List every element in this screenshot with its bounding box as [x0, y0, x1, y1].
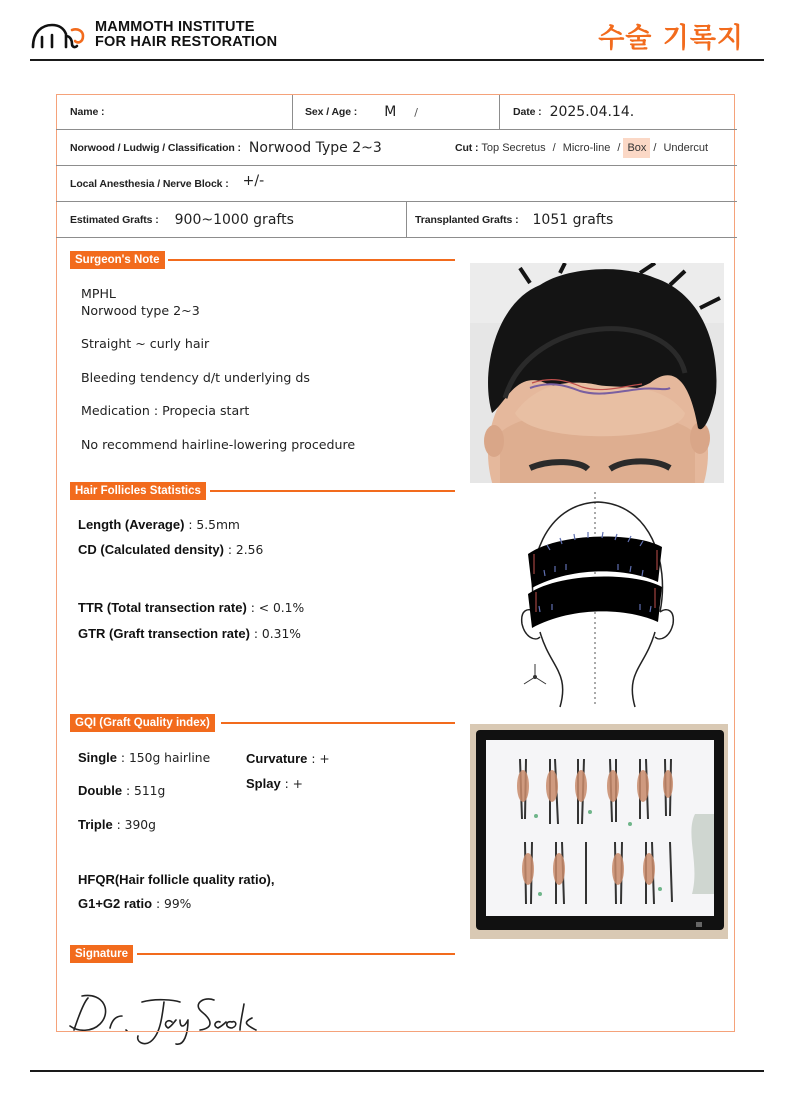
section-rule: [137, 953, 455, 955]
stat-value: : 2.56: [223, 543, 264, 557]
estimated-grafts-field[interactable]: [70, 202, 294, 237]
sex-value: M: [384, 104, 397, 120]
note-line: Norwood type 2~3: [81, 303, 200, 318]
divider: [292, 95, 293, 129]
gqi-label: G1+G2 ratio: [78, 896, 153, 911]
logo-line-2: FOR HAIR RESTORATION: [95, 34, 278, 50]
note-line: MPHL: [81, 286, 116, 301]
header-rule: [30, 59, 764, 61]
logo-line-1: MAMMOTH INSTITUTE: [95, 19, 255, 35]
sex-age-label: Sex / Age :: [305, 106, 358, 118]
date-value: 2025.04.14.: [549, 104, 635, 120]
cut-option-top-secretus[interactable]: Top Secretus: [481, 141, 546, 154]
divider: [406, 202, 407, 237]
gqi-ratio: [78, 896, 191, 911]
hairline-photo: [470, 263, 724, 483]
stat-value: : 5.5mm: [184, 518, 240, 532]
document-title: 수술 기록지: [598, 23, 744, 54]
form-row-grafts: [56, 202, 737, 238]
gqi-single: [78, 750, 210, 765]
gqi-value: : +: [280, 777, 303, 791]
graft-microscope-photo: [470, 724, 728, 939]
cut-option-undercut[interactable]: Undercut: [663, 141, 709, 154]
sex-age-field[interactable]: [305, 95, 430, 129]
note-line: No recommend hairline-lowering procedure: [81, 437, 356, 452]
date-label: Date :: [513, 106, 542, 118]
form-row-name: [56, 95, 737, 130]
gqi-label: Curvature: [246, 751, 308, 766]
gqi-splay: [246, 776, 303, 791]
transplanted-grafts-value: 1051 grafts: [532, 211, 614, 228]
cut-label: Cut :: [455, 141, 479, 154]
stat-length: [78, 517, 240, 532]
anesthesia-value: +/-: [242, 172, 265, 189]
gqi-value: : 390g: [112, 818, 156, 832]
classification-field[interactable]: [70, 130, 382, 165]
name-label: Name :: [70, 106, 105, 118]
form-row-anesthesia: [56, 166, 737, 202]
anesthesia-label: Local Anesthesia / Nerve Block :: [70, 177, 229, 190]
sex-age-separator: /: [414, 105, 419, 119]
cut-option-micro-line[interactable]: Micro-line: [562, 141, 611, 154]
stat-label: TTR (Total transection rate): [78, 600, 247, 615]
donor-area-diagram: [500, 492, 695, 714]
stat-label: CD (Calculated density): [78, 542, 224, 557]
transplanted-grafts-field[interactable]: [415, 202, 613, 237]
gqi-label: Splay: [246, 776, 281, 791]
divider: [499, 95, 500, 129]
logo-text: [95, 20, 277, 50]
cut-field: [455, 130, 708, 165]
estimated-grafts-label: Estimated Grafts :: [70, 213, 159, 226]
anesthesia-field[interactable]: [70, 166, 264, 201]
cut-separator: /: [653, 141, 657, 154]
gqi-double: [78, 783, 165, 798]
stat-label: GTR (Graft transection rate): [78, 626, 250, 641]
gqi-label: Double: [78, 783, 123, 798]
cut-separator: /: [552, 141, 556, 154]
stat-value: : 0.31%: [249, 627, 301, 641]
stat-value: : < 0.1%: [246, 601, 305, 615]
gqi-curvature: [246, 751, 330, 766]
gqi-label: Triple: [78, 817, 113, 832]
transplanted-grafts-label: Transplanted Grafts :: [415, 213, 519, 226]
gqi-triple: [78, 817, 156, 832]
stat-cd: [78, 542, 263, 557]
section-rule: [210, 490, 455, 492]
gqi-hfqr: [78, 872, 274, 887]
form-row-classification: [56, 130, 737, 166]
gqi-value: : 99%: [152, 897, 192, 911]
gqi-value: : 150g hairline: [117, 751, 211, 765]
estimated-grafts-value: 900~1000 grafts: [174, 211, 294, 228]
section-title: Surgeon's Note: [70, 251, 165, 269]
section-title: Signature: [70, 945, 133, 963]
note-line: Bleeding tendency d/t underlying ds: [81, 370, 310, 385]
section-rule: [168, 259, 455, 261]
stat-gtr: [78, 626, 301, 641]
gqi-value: : +: [307, 752, 330, 766]
gqi-value: : 511g: [122, 784, 166, 798]
note-line: Straight ~ curly hair: [81, 336, 210, 351]
footer-rule: [30, 1070, 764, 1072]
stat-label: Length (Average): [78, 517, 185, 532]
section-title: Hair Follicles Statistics: [70, 482, 206, 500]
classification-value: Norwood Type 2~3: [248, 139, 382, 156]
section-title: GQI (Graft Quality index): [70, 714, 215, 732]
signature-line: [62, 1031, 274, 1032]
institute-logo: [30, 18, 290, 52]
doctor-signature: [64, 990, 274, 1052]
mammoth-logo-icon: [30, 20, 90, 50]
cut-separator: /: [617, 141, 621, 154]
section-rule: [221, 722, 455, 724]
classification-label: Norwood / Ludwig / Classification :: [70, 141, 241, 154]
cut-option-box[interactable]: Box: [623, 138, 650, 158]
date-field[interactable]: [513, 95, 634, 129]
note-line: Medication : Propecia start: [81, 403, 250, 418]
gqi-label: Single: [78, 750, 118, 765]
gqi-label: HFQR(Hair follicle quality ratio),: [78, 872, 275, 887]
name-field[interactable]: [70, 95, 116, 129]
stat-ttr: [78, 600, 304, 615]
